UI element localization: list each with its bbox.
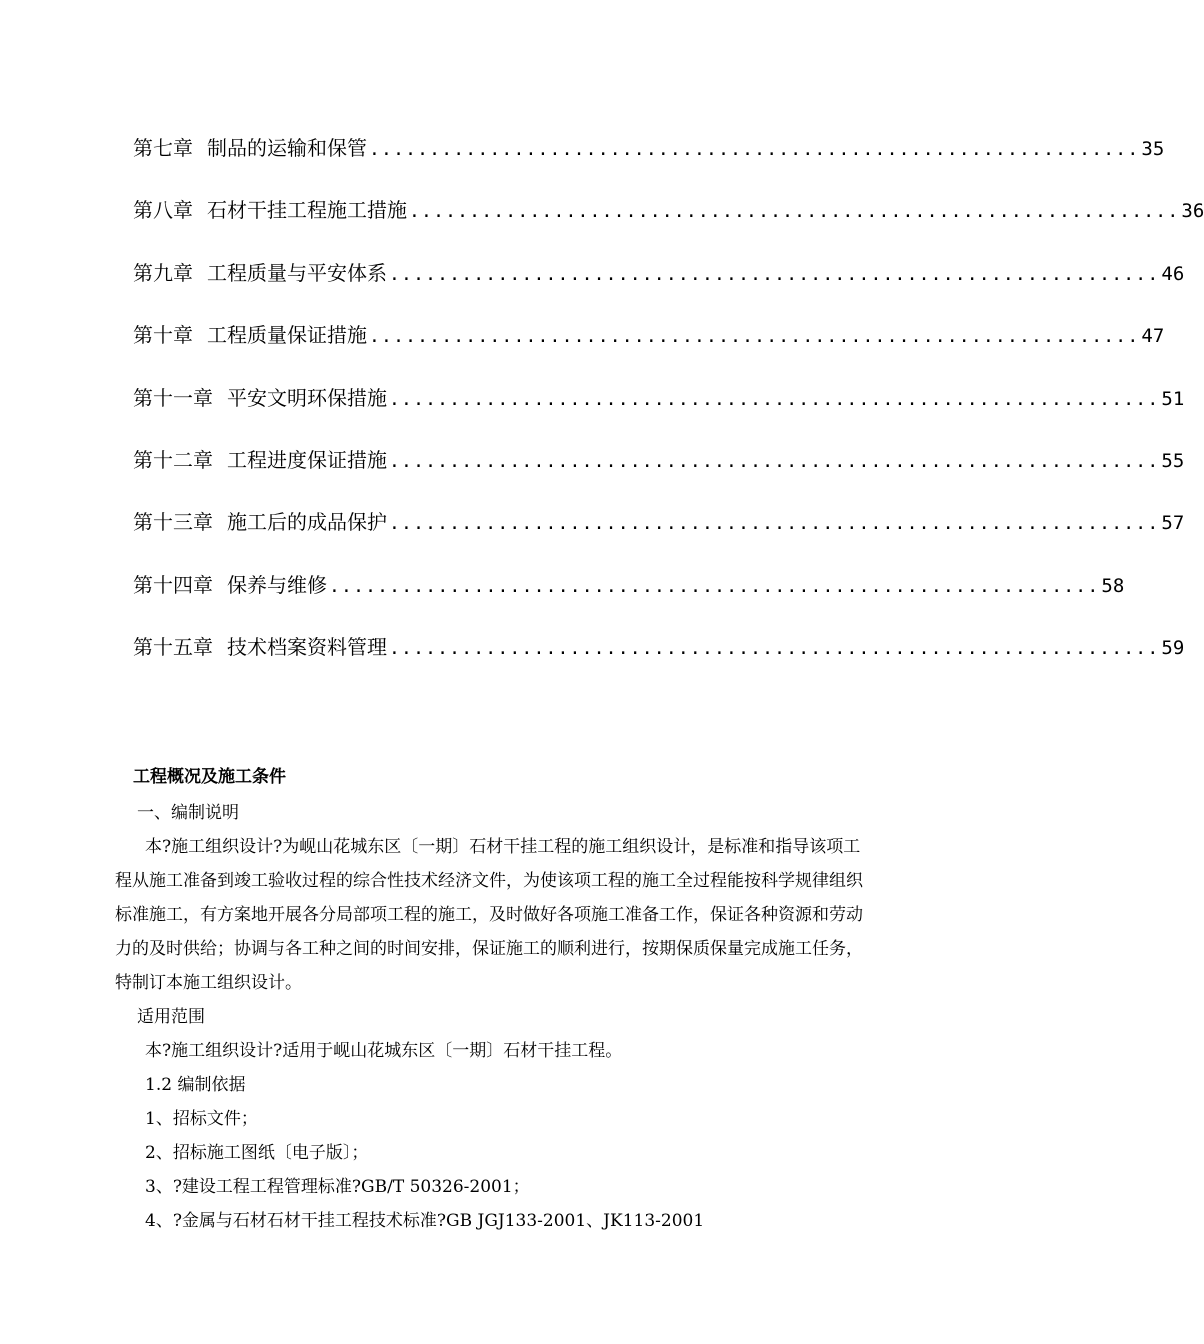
toc-entry[interactable] [133, 569, 1125, 631]
toc-leader-dots: ................................................................ [389, 513, 1160, 535]
toc-leader-dots: ................................................................ [409, 201, 1180, 223]
toc-entry[interactable] [133, 257, 1185, 319]
toc-chapter: 第十一章 [133, 385, 213, 410]
toc-leader-dots: ................................................................ [369, 139, 1140, 160]
toc-chapter: 第十三章 [133, 510, 213, 535]
toc-entry[interactable] [133, 631, 1185, 693]
toc-title: 保养与维修 [227, 572, 327, 597]
toc-chapter: 第八章 [133, 198, 193, 223]
list-item: 1、招标文件； [145, 1109, 258, 1129]
toc-title: 工程进度保证措施 [227, 447, 387, 472]
toc-leader-dots: ................................................................ [389, 388, 1160, 410]
section-body [115, 796, 865, 1238]
toc-page-number: 57 [1161, 512, 1185, 535]
paragraph: 本?施工组织设计?适用于岘山花城东区〔一期〕石材干挂工程。 [145, 1041, 623, 1061]
toc-title: 工程质量保证措施 [207, 323, 367, 348]
toc-entry[interactable] [133, 194, 1204, 256]
toc-entry[interactable] [133, 506, 1185, 568]
list-item: 3、?建设工程工程管理标准?GB/T 50326-2001； [145, 1177, 530, 1197]
toc-leader-dots: ................................................................ [389, 450, 1160, 472]
toc-title: 制品的运输和保管 [207, 136, 367, 160]
toc-chapter: 第十二章 [133, 447, 213, 472]
toc-entry[interactable] [133, 132, 1165, 194]
toc-leader-dots: ................................................................ [329, 575, 1100, 597]
toc-entry[interactable] [133, 382, 1185, 444]
toc-entry[interactable] [133, 444, 1185, 506]
list-item: 4、?金属与石材石材干挂工程技术标准?GB JGJ133-2001、JK113-2001 [145, 1211, 705, 1231]
toc-title: 工程质量与平安体系 [207, 260, 387, 285]
toc-chapter: 第十章 [133, 323, 193, 348]
list-item: 2、招标施工图纸〔电子版〕； [145, 1143, 369, 1163]
toc-page-number: 51 [1161, 387, 1185, 410]
toc-title: 技术档案资料管理 [227, 635, 387, 660]
toc-leader-dots: ................................................................ [389, 638, 1160, 660]
section-heading: 工程概况及施工条件 [133, 767, 286, 787]
subsection-title: 1.2 编制依据 [145, 1075, 246, 1095]
toc-chapter: 第十五章 [133, 635, 213, 660]
table-of-contents [133, 132, 1204, 694]
toc-page-number: 46 [1161, 262, 1185, 285]
toc-leader-dots: ................................................................ [369, 326, 1140, 348]
toc-title: 施工后的成品保护 [227, 510, 387, 535]
subsection-title: 适用范围 [137, 1007, 205, 1027]
toc-chapter: 第九章 [133, 260, 193, 285]
toc-title: 石材干挂工程施工措施 [207, 198, 407, 223]
toc-entry[interactable] [133, 319, 1165, 381]
toc-chapter: 第十四章 [133, 572, 213, 597]
toc-chapter: 第七章 [133, 136, 193, 160]
subsection-title: 一、编制说明 [137, 803, 239, 823]
toc-page-number: 55 [1161, 449, 1185, 472]
toc-page-number: 36 [1181, 200, 1204, 223]
toc-leader-dots: ................................................................ [389, 263, 1160, 285]
toc-title: 平安文明环保措施 [227, 385, 387, 410]
toc-page-number: 59 [1161, 637, 1185, 660]
toc-page-number: 47 [1141, 325, 1165, 348]
toc-page-number: 35 [1141, 138, 1165, 160]
toc-page-number: 58 [1101, 574, 1125, 597]
paragraph: 本?施工组织设计?为岘山花城东区〔一期〕石材干挂工程的施工组织设计，是标准和指导该项工程从施工准备到竣工验收过程的综合性技术经济文件，为使该项工程的施工全过程能按科学规律组织标准施工，有方案地开展各分局部项工程的施工，及时做好各项施工准备工作，保证各种资源和劳动力的及时供给；协调与各工种之间的时间安排，保证施工的顺利进行，按期保质保量完成施工任务，特制订本施工组织设计。 [115, 837, 863, 993]
